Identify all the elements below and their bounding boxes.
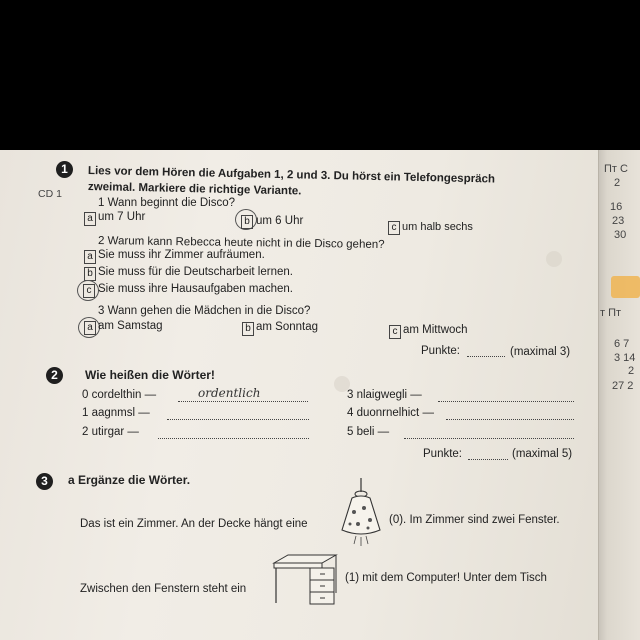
right-page-text-10: 27 2	[612, 380, 634, 392]
right-page-text-9: 2	[628, 365, 635, 377]
right-page-text-7: 6 7	[614, 338, 630, 350]
word-4: 4 duonrnelhict —	[347, 407, 434, 419]
right-page-orange-letters	[611, 276, 640, 298]
right-page-text-2: 2	[614, 177, 621, 189]
ex1-points-field[interactable]	[467, 355, 505, 357]
q3-option-b-box[interactable]: b	[242, 322, 254, 336]
word-0: 0 cordelthin —	[82, 389, 157, 401]
word-2-answer-field[interactable]	[158, 437, 309, 439]
ghost-number-right	[546, 251, 562, 267]
exercise-3-number: 3	[36, 473, 53, 490]
ex2-points-field[interactable]	[468, 458, 508, 460]
exercise-2-title: Wie heißen die Wörter!	[85, 368, 215, 382]
sentence-1-part-1: Das ist ein Zimmer. An der Decke hängt eine	[80, 518, 308, 530]
q3-option-a: am Samstag	[98, 320, 163, 332]
q1-option-a-box[interactable]: a	[84, 212, 96, 226]
word-2: 2 utirgar —	[82, 426, 139, 438]
right-page-text-1: Пт С	[604, 163, 628, 175]
ex2-points-max: (maximal 5)	[512, 448, 573, 460]
q1-option-a: um 7 Uhr	[98, 211, 146, 223]
question-2: 2 Warum kann Rebecca heute nicht in die Disco gehen?	[97, 235, 385, 252]
exercise-2-number: 2	[46, 367, 63, 384]
question-3: 3 Wann gehen die Mädchen in die Disco?	[98, 305, 311, 317]
right-page-text-8: 3 14	[614, 352, 636, 364]
right-page-text-3: 16	[610, 201, 623, 213]
desk-icon	[270, 553, 340, 607]
q3-option-b: am Sonntag	[256, 321, 319, 333]
q3-option-c: am Mittwoch	[403, 324, 468, 336]
right-page-text-6: т Пт	[600, 307, 622, 319]
sentence-2-part-2: (1) mit dem Computer! Unter dem Tisch	[345, 572, 547, 584]
word-0-answer-line	[178, 400, 308, 402]
exercise-3-title: a Ergänze die Wörter.	[68, 473, 191, 487]
lamp-icon	[338, 478, 384, 550]
ghost-number-left	[334, 376, 350, 392]
word-3: 3 nlaigwegli —	[347, 389, 422, 401]
word-3-answer-field[interactable]	[438, 400, 574, 402]
word-4-answer-field[interactable]	[446, 418, 574, 420]
cd-label: CD 1	[38, 188, 62, 200]
q2-option-b-box[interactable]: b	[84, 267, 96, 281]
q1-option-b: um 6 Uhr	[256, 215, 304, 227]
right-page-text-4: 23	[612, 215, 625, 227]
q1-option-c: um halb sechs	[402, 221, 473, 233]
exercise-1-instruction-line-2: zweimal. Markiere die richtige Variante.	[87, 181, 302, 198]
exercise-1-instruction-line-1: Lies vor dem Hören die Aufgaben 1, 2 und 3. Du hörst ein Telefongespräch	[87, 165, 496, 186]
q2-option-a-box[interactable]: a	[84, 250, 96, 264]
exercise-1-number: 1	[56, 161, 73, 178]
ex1-points-max: (maximal 3)	[510, 346, 571, 358]
word-5: 5 beli —	[347, 426, 390, 438]
sentence-2-part-1: Zwischen den Fenstern steht ein	[80, 583, 247, 595]
q2-option-c-box[interactable]: c	[83, 284, 95, 298]
q2-option-c: Sie muss ihre Hausaufgaben machen.	[98, 283, 293, 295]
word-1: 1 aagnmsl —	[82, 407, 150, 419]
sentence-1-part-2: (0). Im Zimmer sind zwei Fenster.	[389, 514, 560, 526]
q3-option-c-box[interactable]: c	[389, 325, 401, 339]
ex1-points-label: Punkte:	[421, 345, 460, 357]
q1-option-b-box[interactable]: b	[241, 215, 253, 229]
question-1: 1 Wann beginnt die Disco?	[98, 197, 236, 209]
right-page-text-5: 30	[614, 229, 627, 241]
q1-option-c-box[interactable]: c	[388, 221, 400, 235]
ex2-points-label: Punkte:	[423, 448, 462, 460]
q2-option-a: Sie muss ihr Zimmer aufräumen.	[98, 249, 265, 261]
word-1-answer-field[interactable]	[167, 418, 309, 420]
q2-option-b: Sie muss für die Deutscharbeit lernen.	[98, 266, 293, 278]
word-5-answer-field[interactable]	[404, 437, 574, 439]
q3-option-a-box[interactable]: a	[84, 321, 96, 335]
word-0-handwritten-answer: ordentlich	[198, 386, 261, 400]
